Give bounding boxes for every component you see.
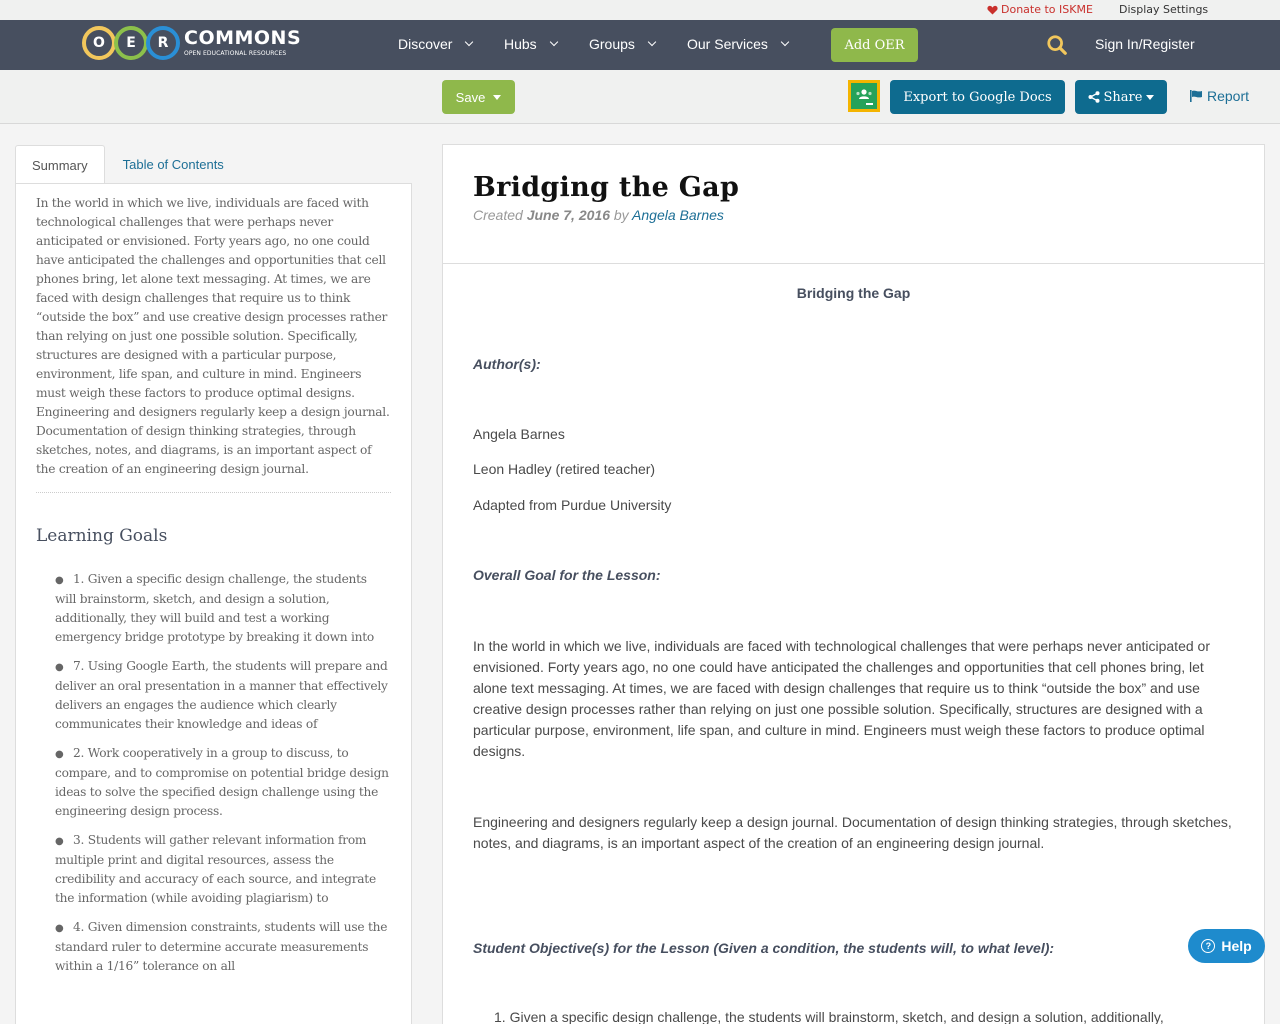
learning-goal-text: 2. Work cooperatively in a group to discuss, to compare, and to compromise on potential bridge design ideas to solve the specified design challenge using the engineering design process. bbox=[55, 746, 389, 818]
tab-summary[interactable]: Summary bbox=[15, 145, 105, 184]
nav-groups[interactable] bbox=[589, 36, 655, 52]
flag-icon bbox=[1190, 90, 1203, 102]
share-label: Share bbox=[1103, 89, 1143, 105]
export-to-google-docs-button[interactable]: Export to Google Docs bbox=[890, 80, 1065, 114]
chevron-down-icon bbox=[465, 38, 473, 46]
divider bbox=[36, 492, 391, 493]
sign-in-register-link[interactable]: Sign In/Register bbox=[1095, 36, 1195, 52]
caret-down-icon bbox=[1146, 95, 1154, 100]
nav-our-services[interactable] bbox=[687, 36, 788, 52]
author-name: Angela Barnes bbox=[473, 426, 565, 442]
bullet-icon: ● bbox=[55, 749, 64, 760]
action-bar bbox=[0, 70, 1280, 124]
logo-ring-r: R bbox=[146, 26, 180, 60]
summary-text: In the world in which we live, individuals are faced with technological challenges that were perhaps never anticipated or envisioned. Forty years ago, no one could have anticipated the challenges and opportunities that cell phones bring, let alone text messaging. At times, we are faced with design challenges that require us to think “outside the box” and use creative design processes rather than relying on just one possible solution. Specifically, structures are designed with a particular purpose, environment, life span, and culture in mind. Engineers must weigh these factors to produce optimal designs. Engineering and designers regularly keep a design journal. Documentation of design thinking strategies, through sketches, notes, and diagrams, is an important aspect of the creation of an engineering design journal. bbox=[36, 196, 390, 476]
author-name: Leon Hadley (retired teacher) bbox=[473, 461, 656, 477]
save-button[interactable] bbox=[442, 80, 515, 114]
main-navigation bbox=[0, 20, 1280, 70]
oer-commons-logo[interactable] bbox=[82, 26, 301, 60]
add-oer-button[interactable]: Add OER bbox=[831, 28, 918, 62]
bullet-icon: ● bbox=[55, 836, 64, 847]
nav-hubs[interactable] bbox=[504, 36, 557, 52]
bullet-icon: ● bbox=[55, 575, 64, 586]
nav-discover-label: Discover bbox=[398, 36, 453, 52]
author-link[interactable]: Angela Barnes bbox=[632, 207, 724, 223]
logo-title: COMMONS bbox=[184, 27, 302, 49]
logo-ring-e: E bbox=[114, 26, 148, 60]
chevron-down-icon bbox=[648, 38, 656, 46]
authors-heading: Author(s): bbox=[473, 356, 541, 372]
learning-goals-list bbox=[36, 570, 391, 976]
learning-goal-item bbox=[55, 570, 391, 647]
objectives-heading: Student Objective(s) for the Lesson (Given a condition, the students will, to what level): bbox=[473, 940, 1055, 956]
body-paragraph: In the world in which we live, individuals are faced with technological challenges that were perhaps never anticipated or envisioned. Forty years ago, no one could have anticipated the challenges and opportunities that cell phones bring, let alone text messaging. At times, we are faced with design challenges that require us to think “outside the box” and use creative design processes rather than relying on just one possible solution. Specifically, structures are designed with a particular purpose, environment, life span, and culture in mind. Engineers must weigh these factors to produce optimal designs. bbox=[473, 638, 1210, 759]
donate-link[interactable] bbox=[987, 3, 1093, 16]
chevron-down-icon bbox=[781, 38, 789, 46]
author-source: Adapted from Purdue University bbox=[473, 497, 672, 513]
document-header bbox=[443, 145, 1264, 264]
nav-hubs-label: Hubs bbox=[504, 36, 537, 52]
body-paragraph: Engineering and designers regularly keep a design journal. Documentation of design thinking strategies, through sketches, notes, and diagrams, is an important aspect of the creation of an engineering design journal. bbox=[473, 814, 1232, 851]
search-icon[interactable] bbox=[1046, 34, 1068, 56]
created-date: June 7, 2016 bbox=[526, 207, 610, 223]
created-prefix: Created bbox=[473, 207, 523, 223]
nav-our-services-label: Our Services bbox=[687, 36, 768, 52]
save-label: Save bbox=[455, 89, 486, 105]
google-classroom-button[interactable] bbox=[848, 80, 880, 112]
document-panel bbox=[442, 144, 1265, 1024]
learning-goal-item bbox=[55, 744, 391, 821]
bullet-icon: ● bbox=[55, 923, 64, 934]
google-classroom-icon bbox=[851, 83, 877, 109]
question-circle-icon: ? bbox=[1201, 939, 1215, 953]
chevron-down-icon bbox=[549, 38, 557, 46]
document-meta bbox=[473, 207, 1234, 223]
share-icon bbox=[1088, 91, 1100, 103]
logo-wordmark bbox=[184, 29, 301, 57]
learning-goal-item bbox=[55, 918, 391, 976]
summary-panel bbox=[15, 183, 412, 1024]
body-center-title: Bridging the Gap bbox=[796, 285, 911, 301]
display-settings-link[interactable]: Display Settings bbox=[1119, 3, 1209, 16]
utility-bar bbox=[0, 0, 1280, 20]
objective-item: 1. Given a specific design challenge, the students will brainstorm, sketch, and design a solution, additionally, bbox=[494, 1009, 1164, 1024]
logo-subtitle: OPEN EDUCATIONAL RESOURCES bbox=[184, 50, 287, 57]
tab-table-of-contents[interactable]: Table of Contents bbox=[122, 157, 224, 172]
logo-ring-o: O bbox=[82, 26, 116, 60]
help-label: Help bbox=[1221, 938, 1252, 954]
caret-down-icon bbox=[493, 95, 501, 100]
bullet-icon: ● bbox=[55, 662, 64, 673]
help-button[interactable] bbox=[1188, 929, 1265, 963]
left-panel-tabs bbox=[15, 145, 240, 184]
learning-goal-text: 7. Using Google Earth, the students will prepare and deliver an oral presentation in a manner that effectively delivers an engages the audience which clearly communicates their knowledge and ideas of bbox=[55, 659, 388, 731]
report-label: Report bbox=[1207, 88, 1250, 104]
document-title: Bridging the Gap bbox=[473, 172, 740, 203]
donate-label: Donate to ISKME bbox=[1001, 3, 1093, 16]
report-link[interactable] bbox=[1190, 88, 1249, 104]
nav-groups-label: Groups bbox=[589, 36, 635, 52]
nav-discover[interactable] bbox=[398, 36, 472, 52]
heart-icon bbox=[987, 5, 998, 15]
by-label: by bbox=[613, 207, 629, 223]
learning-goal-item bbox=[55, 831, 391, 908]
learning-goal-text: 3. Students will gather relevant information from multiple print and digital resources, assess the credibility and accuracy of each source, and integrate the information (while avoiding plagiarism) to bbox=[55, 833, 376, 905]
share-button[interactable] bbox=[1075, 80, 1167, 114]
overall-goal-heading: Overall Goal for the Lesson: bbox=[473, 567, 661, 583]
learning-goals-title: Learning Goals bbox=[36, 526, 168, 546]
learning-goal-text: 4. Given dimension constraints, students will use the standard ruler to determine accurate measurements within a 1/16” tolerance on all bbox=[55, 920, 388, 973]
learning-goal-item bbox=[55, 657, 391, 734]
learning-goal-text: 1. Given a specific design challenge, the students will brainstorm, sketch, and design a solution, additionally, they will build and test a working emergency bridge prototype by breaking it down into bbox=[55, 572, 375, 644]
